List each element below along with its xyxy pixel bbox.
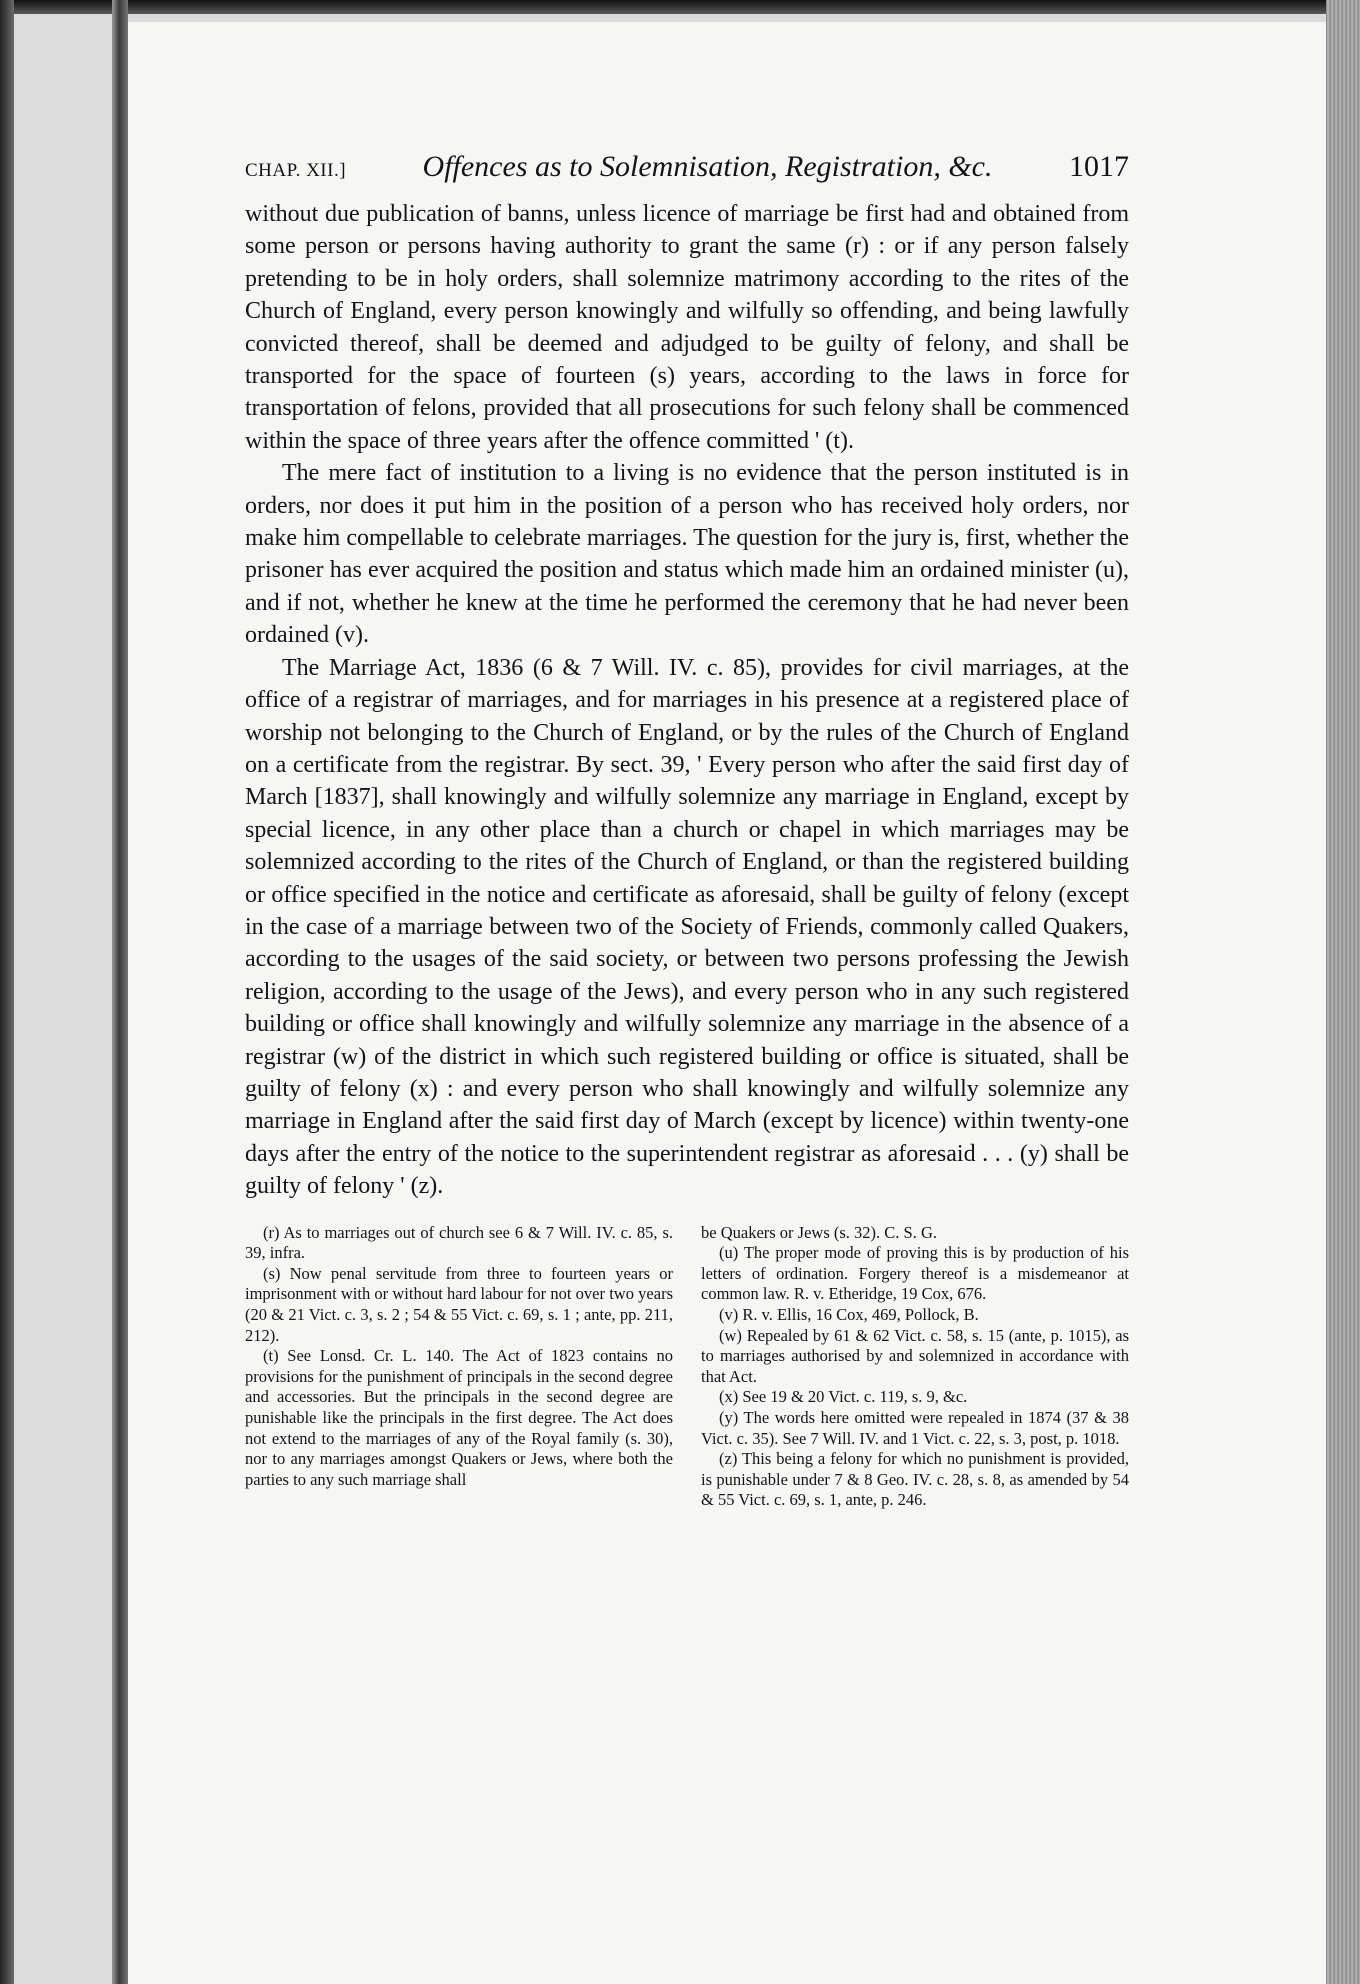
page-number: 1017: [1069, 150, 1129, 183]
footnote-s: (s) Now penal servitude from three to fourteen years or imprisonment with or without hard labour for not over two years (20 & 21 Vict. c. 3, s. 2 ; 54 & 55 Vict. c. 69, s. 1 ; ante, pp. 211, 212).: [245, 1263, 673, 1345]
top-edge-shadow: [0, 0, 1360, 14]
running-title: Offences as to Solemnisation, Registration, &c.: [422, 150, 993, 183]
footnote-x: (x) See 19 & 20 Vict. c. 119, s. 9, &c.: [719, 1387, 968, 1407]
body-text: [245, 198, 1129, 1203]
paragraph-1: without due publication of banns, unless licence of marriage be first had and obtained from some person or persons having authority to grant the same (r) : or if any person falsely pretending to be in holy orders, shall solemnize matrimony according to the rites of the Church of England, every person knowingly and wilfully so offending, and being lawfully convicted thereof, shall be deemed and adjudged to be guilty of felony, and shall be transported for the space of fourteen (s) years, according to the laws in force for transportation of felons, provided that all prosecutions for such felony shall be commenced within the space of three years after the offence committed ' (t).: [245, 201, 1129, 454]
footnote-t-continued: be Quakers or Jews (s. 32). C. S. G.: [701, 1222, 938, 1242]
footnote-z: (z) This being a felony for which no punishment is provided, is punishable under 7 & 8 Geo. IV. c. 28, s. 8, as amended by 54 & 55 Vict. c. 69, s. 1, ante, p. 246.: [701, 1449, 1129, 1510]
footnote-u: (u) The proper mode of proving this is by production of his letters of ordination. Forgery thereof is a misdemeanor at common law. R. v. Etheridge, 19 Cox, 676.: [701, 1243, 1129, 1304]
footnotes-right-column: [701, 1223, 1129, 1511]
footnotes-left-column: [245, 1223, 673, 1511]
left-edge-shadow: [0, 0, 14, 1984]
page-fore-edge: [1326, 0, 1360, 1984]
footnote-y: (y) The words here omitted were repealed in 1874 (37 & 38 Vict. c. 35). See 7 Will. IV. and 1 Vict. c. 22, s. 3, post, p. 1018.: [701, 1407, 1129, 1448]
paragraph-3: The Marriage Act, 1836 (6 & 7 Will. IV. c. 85), provides for civil marriages, at the office of a registrar of marriages, and for marriages in his presence at a registered place of worship not belonging to the Church of England, or by the rules of the Church of England on a certificate from the registrar. By sect. 39, ' Every person who after the said first day of March [1837], shall knowingly and wilfully solemnize any marriage in England, except by special licence, in any other place than a church or chapel in which marriages may be solemnized according to the rites of the Church of England, or than the registered building or office specified in the notice and certificate as aforesaid, shall be guilty of felony (except in the case of a marriage between two of the Society of Friends, commonly called Quakers, according to the usages of the said society, or between two persons professing the Jewish religion, according to the usage of the Jews), and every person who in any such registered building or office shall knowingly and wilfully solemnize any marriage in the absence of a registrar (w) of the district in which such registered building or office is situated, shall be guilty of felony (x) : and every person who shall knowingly and wilfully solemnize any marriage in England after the said first day of March (except by licence) within twenty-one days after the entry of the notice to the superintendent registrar as aforesaid . . . (y) shall be guilty of felony ' (z).: [245, 654, 1129, 1200]
footnote-t: (t) See Lonsd. Cr. L. 140. The Act of 1823 contains no provisions for the punishment of principals in the second degree and accessories. But the principals in the second degree are punishable like the principals in the first degree. The Act does not extend to the marriages of any of the Royal family (s. 30), nor to any marriages amongst Quakers or Jews, where both the parties to any such marriage shall: [245, 1346, 673, 1489]
footnote-r: (r) As to marriages out of church see 6 & 7 Will. IV. c. 85, s. 39, infra.: [245, 1222, 673, 1263]
running-head: [245, 150, 1129, 188]
footnotes: [245, 1223, 1129, 1511]
paragraph-2: The mere fact of institution to a living is no evidence that the person instituted is in orders, nor does it put him in the position of a person who has received holy orders, nor make him compellable to celebrate marriages. The question for the jury is, first, whether the prisoner has ever acquired the position and status which made him an ordained minister (u), and if not, whether he knew at the time he performed the ceremony that he had never been ordained (v).: [245, 460, 1129, 649]
book-gutter: [112, 0, 128, 1984]
footnote-v: (v) R. v. Ellis, 16 Cox, 469, Pollock, B.: [719, 1304, 979, 1324]
page-content: [245, 150, 1129, 1511]
footnote-w: (w) Repealed by 61 & 62 Vict. c. 58, s. 15 (ante, p. 1015), as to marriages authorised by and solemnized in accordance with that Act.: [701, 1325, 1129, 1386]
chapter-label: CHAP. XII.]: [245, 160, 347, 181]
